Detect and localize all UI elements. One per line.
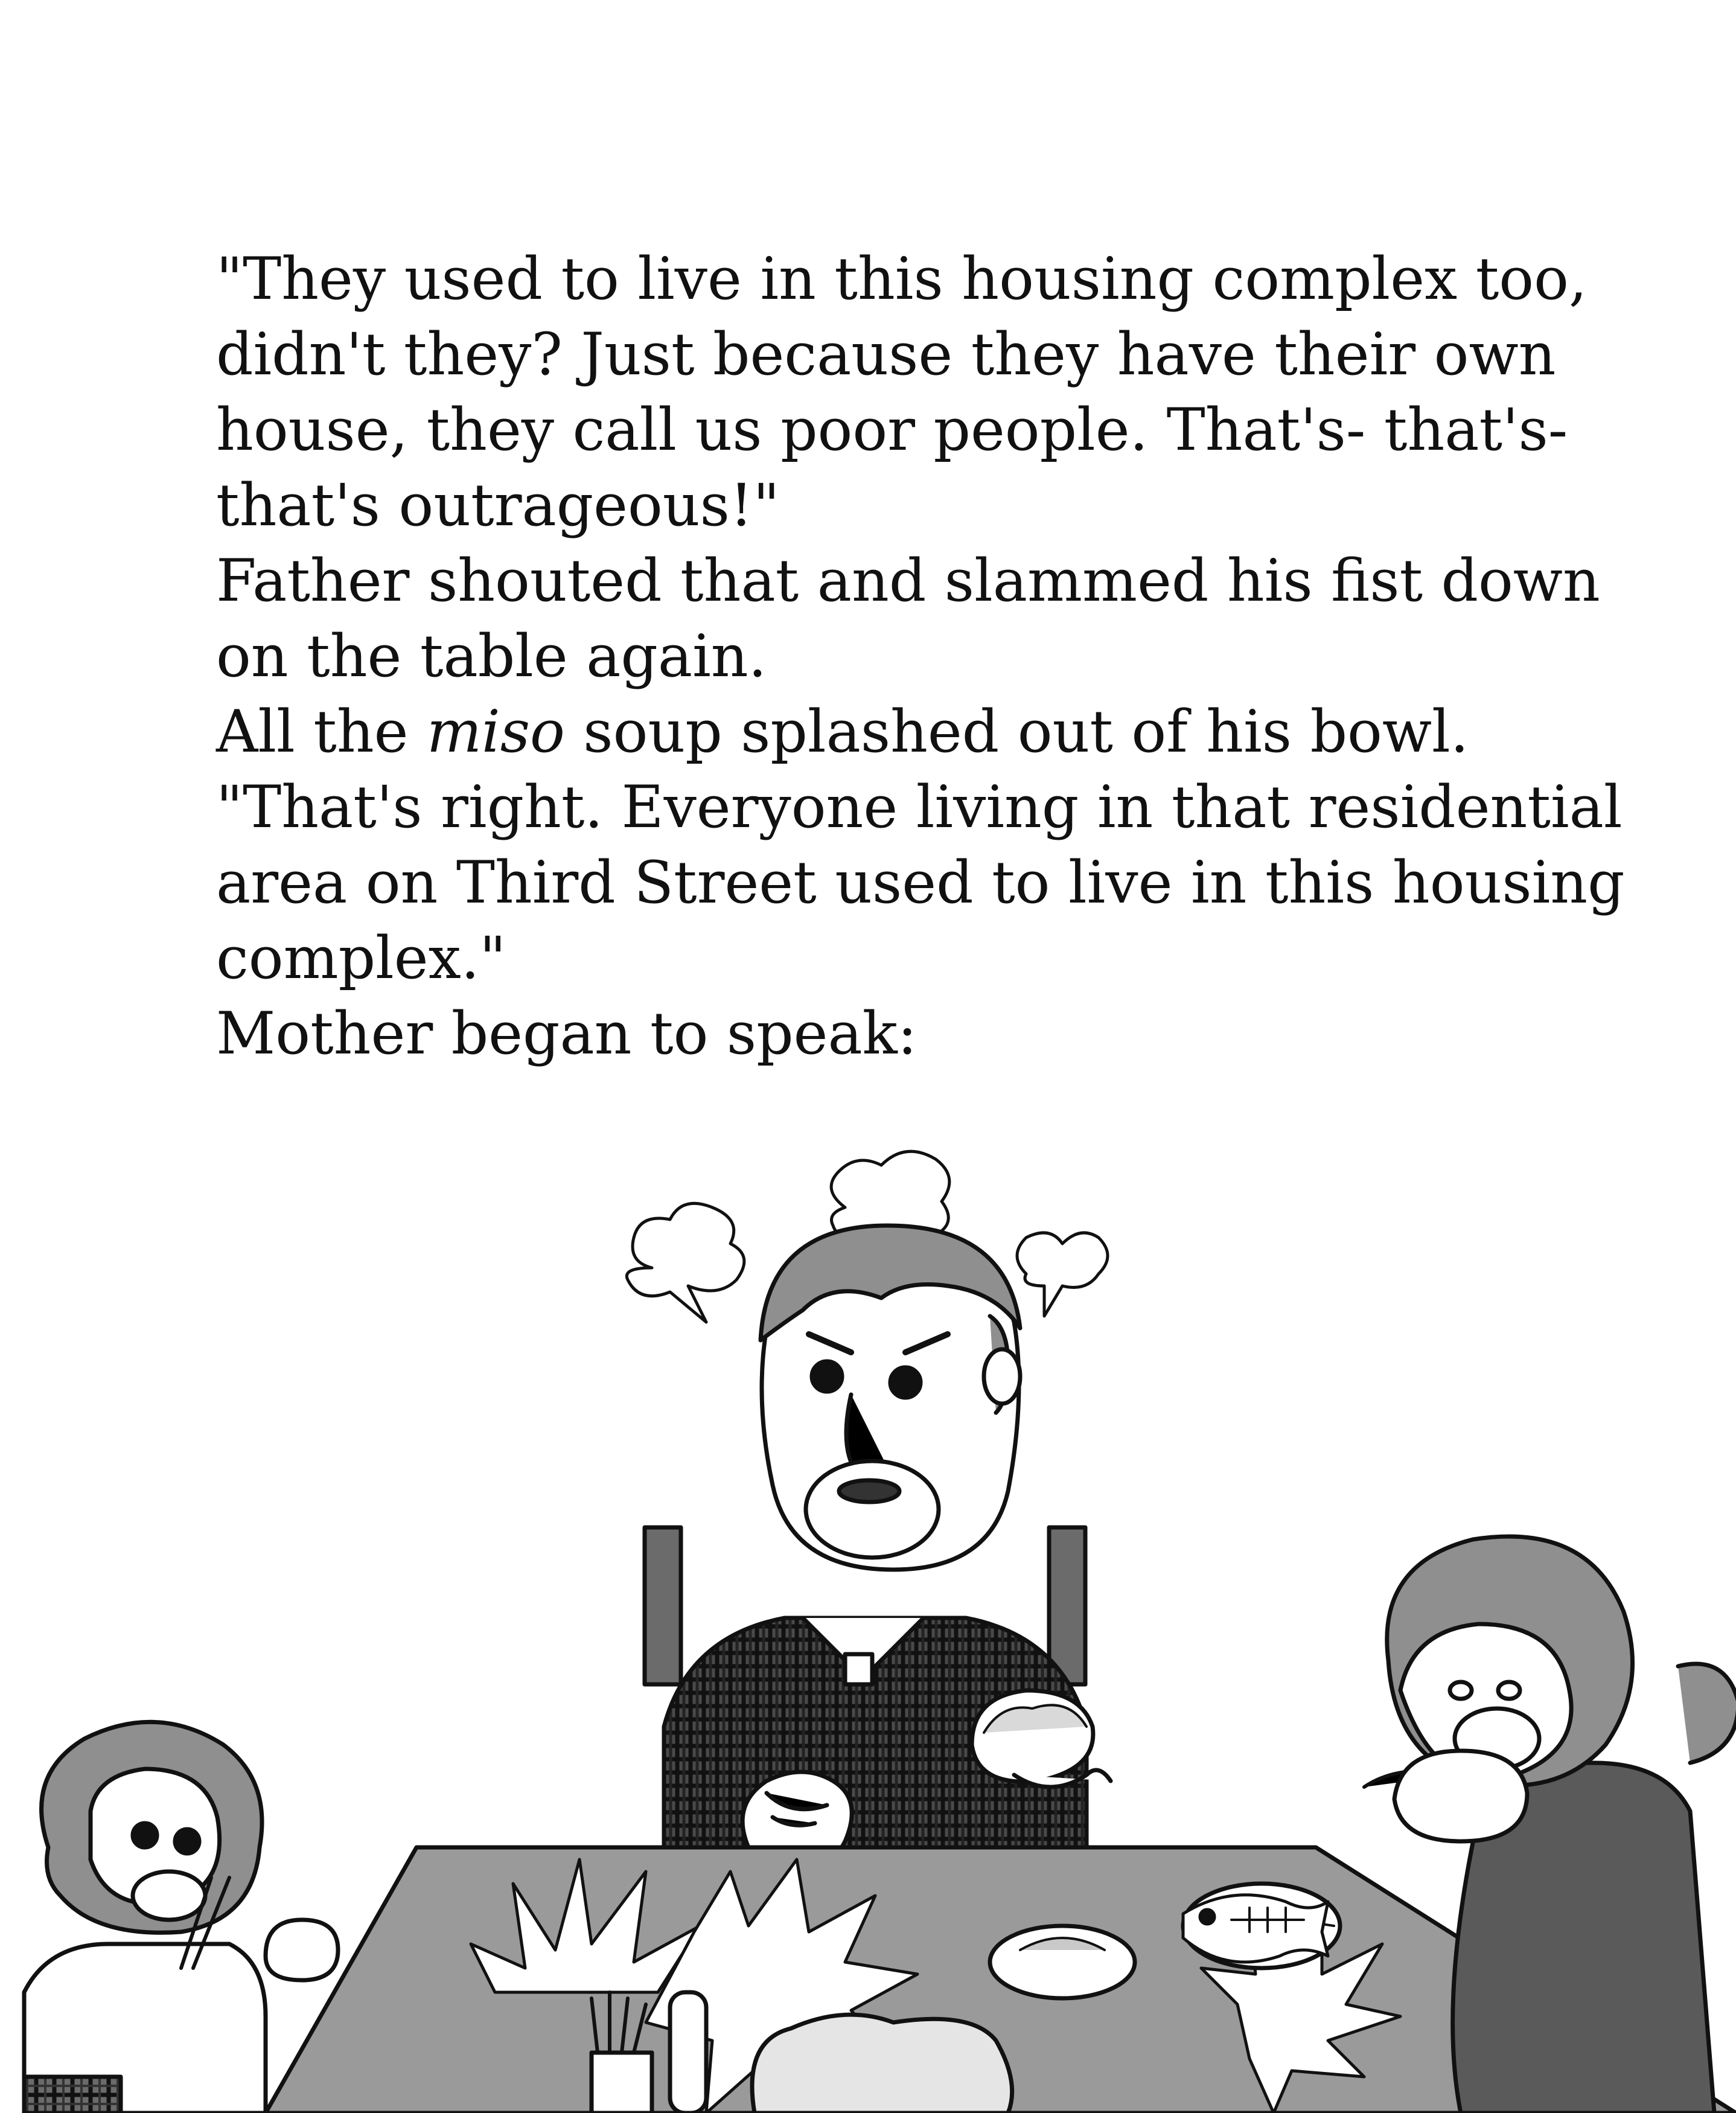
story-line: "They used to live in this housing complex too,: [216, 245, 1588, 313]
story-line: "That's right. Everyone living in that residential: [216, 773, 1623, 841]
girl-figure: [24, 1722, 338, 2113]
story-line: area on Third Street used to live in this housing: [216, 849, 1625, 916]
story-line: Father shouted that and slammed his fist down: [216, 547, 1600, 615]
father-figure: [664, 1226, 1111, 1884]
family-dinner-illustration: [0, 1135, 1736, 2113]
story-text: [216, 241, 1625, 1072]
story-line: [216, 694, 1580, 770]
story-line-segment: All the: [216, 698, 427, 766]
story-line: Mother began to speak:: [216, 1000, 917, 1067]
story-line: didn't they? Just because they have their own: [216, 321, 1556, 388]
story-line: house, they call us poor people. That's- that's-: [216, 396, 1568, 464]
story-line-segment: soup splashed out of his bowl.: [564, 698, 1469, 766]
story-line-emphasis: miso: [426, 698, 565, 766]
story-line: on the table again.: [216, 622, 767, 690]
story-line: that's outrageous!": [216, 472, 780, 539]
story-line: complex.": [216, 924, 506, 992]
